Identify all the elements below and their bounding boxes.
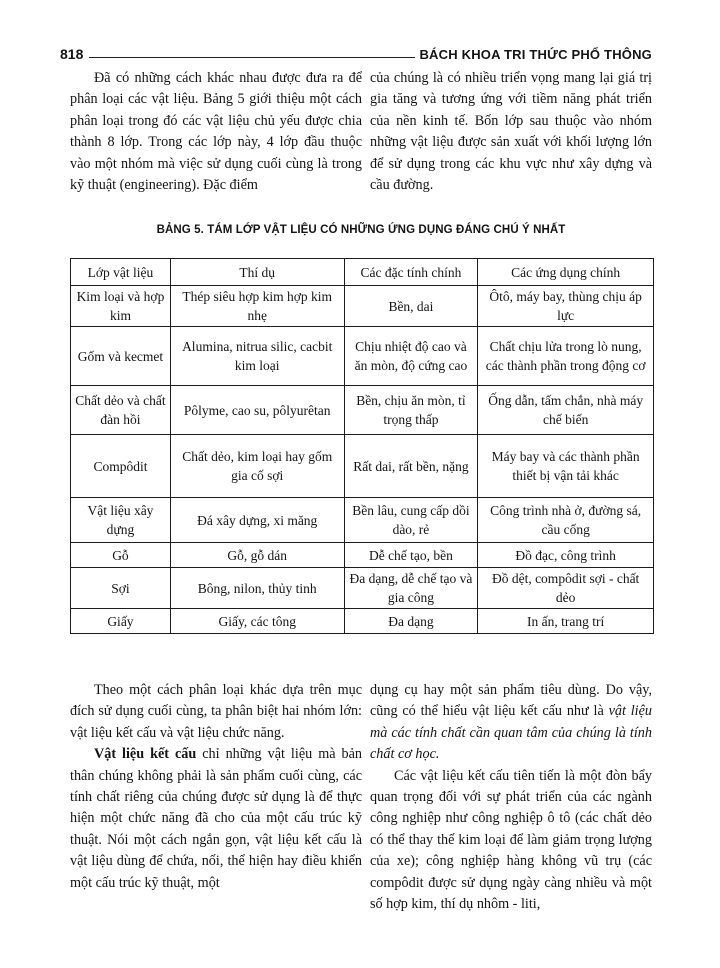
table-cell: Bền, dai [344, 286, 478, 327]
table-cell: Bền lâu, cung cấp dồi dào, rẻ [344, 498, 478, 543]
table-cell: Gỗ, gỗ dán [170, 543, 344, 568]
intro-paragraph-right: của chúng là có nhiều triển vọng mang lại giá trị gia tăng và tương ứng với tiềm năng phát triển của nền kinh tế. Bốn lớp sau thuộc vào nhóm những vật liệu được sản xuất với khối lượng lớn để sử dụng trong các khu vực như xây dựng và cầu đường. [370, 70, 652, 194]
table-header-row [71, 259, 654, 286]
table-cell: Giấy, các tông [170, 609, 344, 634]
table-cell: Kim loại và hợp kim [71, 286, 171, 327]
header-cell-applications: Các ứng dụng chính [478, 259, 654, 286]
body-paragraph: Theo một cách phân loại khác dựa trên mục đích sử dụng cuối cùng, ta phân biệt hai nhóm lớn: vật liệu kết cấu và vật liệu chức năng. [70, 682, 362, 741]
materials-table [70, 258, 654, 634]
table-cell: Công trình nhà ở, đường sá, cầu cống [478, 498, 654, 543]
table-caption: BẢNG 5. TÁM LỚP VẬT LIỆU CÓ NHỮNG ỨNG DỤNG ĐÁNG CHÚ Ý NHẤT [156, 224, 566, 236]
table-cell: Rất dai, rất bền, nặng [344, 435, 478, 498]
table-cell: Alumina, nitrua silic, cacbit kim loại [170, 327, 344, 386]
body-left-column [70, 680, 362, 894]
table-cell: Gốm và kecmet [71, 327, 171, 386]
header-cell-properties: Các đặc tính chính [344, 259, 478, 286]
table-row [71, 609, 654, 634]
table-cell: Dễ chế tạo, bền [344, 543, 478, 568]
table-cell: Pôlyme, cao su, pôlyurêtan [170, 386, 344, 435]
header-cell-material-class: Lớp vật liệu [71, 259, 171, 286]
defined-term: Vật liệu kết cấu [94, 746, 197, 763]
table-cell: Sợi [71, 568, 171, 609]
table-cell: Đồ dệt, compôdit sợi - chất dẻo [478, 568, 654, 609]
running-title: BÁCH KHOA TRI THỨC PHỔ THÔNG [419, 47, 652, 62]
table-cell: Giấy [71, 609, 171, 634]
table-cell: In ấn, trang trí [478, 609, 654, 634]
table-cell: Chịu nhiệt độ cao và ăn mòn, độ cứng cao [344, 327, 478, 386]
table-cell: Bông, nilon, thủy tinh [170, 568, 344, 609]
table-cell: Ôtô, máy bay, thùng chịu áp lực [478, 286, 654, 327]
table-cell: Compôdit [71, 435, 171, 498]
table-row [71, 386, 654, 435]
table-cell: Chất dẻo và chất đàn hồi [71, 386, 171, 435]
body-paragraph [70, 744, 362, 894]
intro-right-column [370, 68, 652, 196]
header-rule [89, 57, 415, 58]
body-right-column [370, 680, 652, 915]
table-row [71, 435, 654, 498]
table-cell: Đá xây dựng, xi măng [170, 498, 344, 543]
italic-emphasis: vật liệu mà các tính chất cần quan tâm của chúng là tính chất cơ học. [370, 703, 652, 763]
header-cell-examples: Thí dụ [170, 259, 344, 286]
table-cell: Chất chịu lửa trong lò nung, các thành phần trong động cơ [478, 327, 654, 386]
table-cell: Thép siêu hợp kim hợp kim nhẹ [170, 286, 344, 327]
table-cell: Đa dạng, dễ chế tạo và gia công [344, 568, 478, 609]
intro-paragraph-left: Đã có những cách khác nhau được đưa ra để phân loại các vật liệu. Bảng 5 giới thiệu một cách phân loại trong đó các vật liệu chủ yếu được chia thành 8 lớp. Trong các lớp này, 4 lớp đầu thuộc vào một nhóm mà việc sử dụng cuối cùng là trong kỹ thuật (engineering). Đặc điểm [70, 70, 362, 194]
table-row [71, 498, 654, 543]
table-cell: Ống dẫn, tấm chắn, nhà máy chế biến [478, 386, 654, 435]
continued-text: dụng cụ hay một sản phẩm tiêu dùng. Do vậy, cũng có thể hiểu vật liệu kết cấu như là [370, 682, 652, 720]
table-row [71, 543, 654, 568]
table-cell: Máy bay và các thành phần thiết bị vận tải khác [478, 435, 654, 498]
table-cell: Đồ đạc, công trình [478, 543, 654, 568]
table-row [71, 327, 654, 386]
body-paragraph [370, 680, 652, 766]
table-row [71, 286, 654, 327]
running-header [60, 42, 652, 62]
table-cell: Vật liệu xây dựng [71, 498, 171, 543]
body-paragraph: Các vật liệu kết cấu tiên tiến là một đòn bẩy quan trọng đối với sự phát triển của các ngành công nghiệp như công nghiệp ô tô (các chất dẻo có thể thay thế kim loại để làm giảm trọng lượng của xe); công nghiệp hàng không vũ trụ (các compôdit được sử dụng ngày càng nhiều và một số hợp kim, thí dụ nhôm - liti, [370, 767, 652, 913]
table-cell: Chất dẻo, kim loại hay gốm gia cố sợi [170, 435, 344, 498]
intro-left-column [70, 68, 362, 196]
table-cell: Gỗ [71, 543, 171, 568]
table-cell: Bền, chịu ăn mòn, tỉ trọng thấp [344, 386, 478, 435]
definition-text: chỉ những vật liệu mà bản thân chúng không phải là sản phẩm cuối cùng, các tính chất riêng của chúng được sử dụng là để thực hiện một chức năng đã cho của một cấu trúc kỹ thuật. Nói một cách ngắn gọn, vật liệu kết cấu là vật liệu dùng để chứa, nối, thể hiện hay điều khiển một cấu trúc kỹ thuật, một [70, 746, 362, 891]
page-number: 818 [60, 46, 84, 62]
table-row [71, 568, 654, 609]
table-cell: Đa dạng [344, 609, 478, 634]
